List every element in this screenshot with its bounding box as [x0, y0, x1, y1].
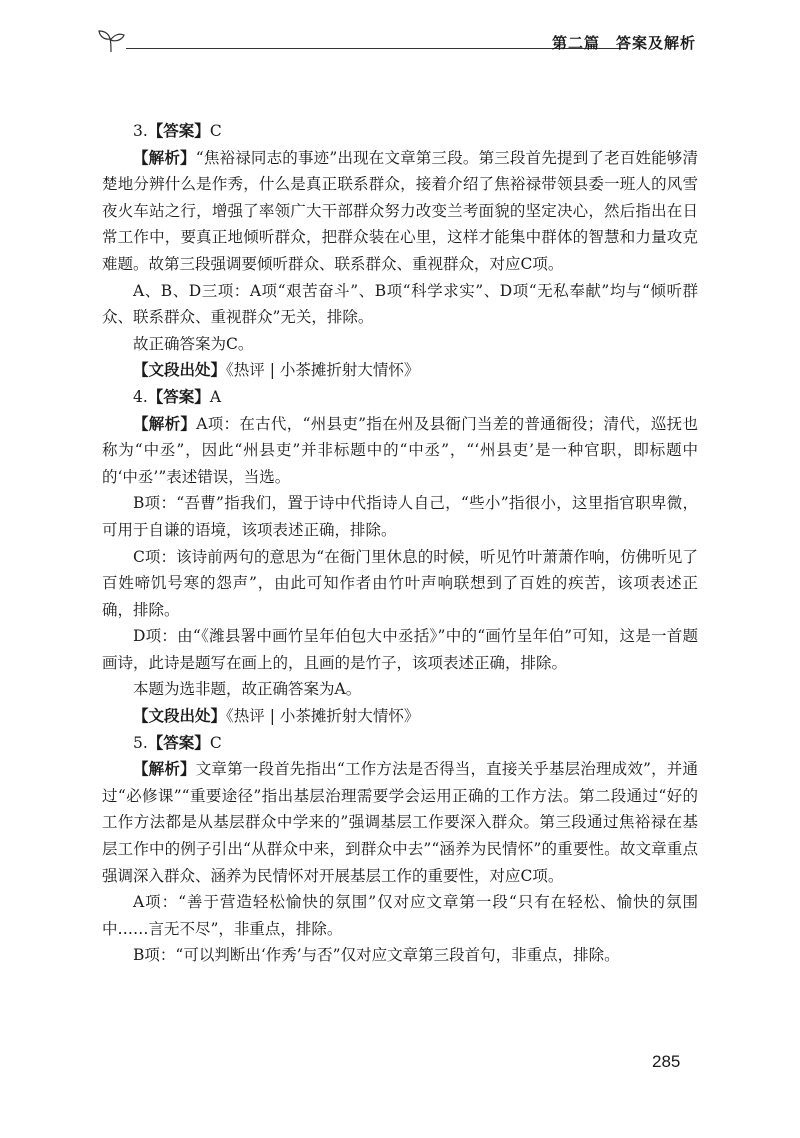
analysis-paragraph: [102, 756, 698, 889]
option-analysis-paragraph: B项：“吾曹”指我们，置于诗中代指诗人自己，“些小”指很小，这里指官职卑微，可用于自谦的语境，该项表述正确，排除。: [102, 494, 698, 539]
analysis-paragraph: [102, 145, 698, 278]
answer-tag: 【答案】: [147, 122, 210, 140]
section-tag: 【文段出处】: [133, 361, 227, 380]
question-number: 4.: [133, 387, 148, 406]
source-line: [102, 703, 698, 730]
sprout-icon: [96, 28, 126, 54]
option-analysis-paragraph: B项：“可以判断出‘作秀’与否”仅对应文章第三段首句，非重点，排除。: [133, 946, 620, 965]
page-number: 285: [652, 1052, 681, 1071]
analysis-paragraph: [102, 411, 698, 491]
option-analysis-paragraph: 故正确答案为C。: [133, 334, 254, 353]
option-analysis-paragraph: 本题为选非题，故正确答案为A。: [133, 680, 362, 699]
question-number: 3.: [133, 122, 148, 140]
option-analysis-paragraph: A项：“善于营造轻松愉快的氛围”仅对应文章第一段“只有在轻松、愉快的氛围中……言无不尽”，非重点，排除。: [102, 893, 698, 938]
answer-line: [102, 118, 698, 145]
section-tag: 【解析】: [133, 148, 196, 167]
option-analysis-paragraph: A、B、D三项：A项“艰苦奋斗”、B项“科学求实”、D项“无私奉献”均与“倾听群众、联系群众、重视群众”无关，排除。: [102, 281, 698, 327]
section-tag: 【解析】: [133, 760, 196, 779]
question-number: 5.: [133, 733, 148, 752]
option-analysis-paragraph: D项：由“《潍县署中画竹呈年伯包大中丞括》”中的“画竹呈年伯”可知，这是一首题画诗，此诗是题写在画上的，且画的是竹子，该项表述正确，排除。: [102, 627, 698, 672]
answer-value: A: [209, 387, 222, 406]
answer-value: C: [209, 122, 222, 140]
answer-tag: 【答案】: [147, 733, 210, 752]
paragraph-text: 《热评 | 小茶摊折射大情怀》: [226, 361, 420, 380]
section-tag: 【解析】: [133, 414, 197, 433]
answer-value: C: [209, 733, 222, 752]
paragraph-text: “焦裕禄同志的事迹”出现在文章第三段。第三段首先提到了老百姓能够清楚地分辨什么是作秀，什么是真正联系群众，接着介绍了焦裕禄带领县委一班人的风雪夜火车站之行，增强了率领广大干部群众努力改变兰考面貌的坚定决心，然后指出在日常工作中，要真正地倾听群众，把群众装在心里，这样才能集中群体的智慧和力量攻克难题。故第三段强调要倾听群众、联系群众、重视群众，对应C项。: [102, 148, 698, 273]
answer-line: [102, 730, 698, 757]
page-header: [96, 28, 696, 58]
paragraph-text: 《热评 | 小茶摊折射大情怀》: [226, 707, 420, 726]
section-tag: 【文段出处】: [133, 707, 227, 726]
answer-tag: 【答案】: [147, 387, 210, 406]
paragraph-text: A项：在古代，“州县吏”指在州及县衙门当差的普通衙役；清代，巡抚也称为“中丞”，因此“州县吏”并非标题中的“中丞”，“‘州县吏’是一种官职，即标题中的‘中丞’”表述错误，当选。: [102, 414, 698, 486]
answer-line: [102, 384, 698, 411]
source-line: [102, 357, 698, 384]
answer-explanations: [102, 118, 698, 969]
option-analysis-paragraph: C项：该诗前两句的意思为“在衙门里休息的时候，听见竹叶萧萧作响，仿佛听见了百姓啼饥号寒的怨声”，由此可知作者由竹叶声响联想到了百姓的疾苦，该项表述正确，排除。: [102, 547, 698, 619]
section-title: 第二篇 答案及解析: [551, 34, 696, 52]
paragraph-text: 文章第一段首先指出“工作方法是否得当，直接关乎基层治理成效”，并通过“必修课”“重要途径”指出基层治理需要学会运用正确的工作方法。第二段通过“好的工作方法都是从基层群众中学来的”强调基层工作要深入群众。第三段通过焦裕禄在基层工作中的例子引出“从群众中来，到群众中去”“涵养为民情怀”的重要性。故文章重点强调深入群众、涵养为民情怀对开展基层工作的重要性，对应C项。: [102, 760, 698, 885]
